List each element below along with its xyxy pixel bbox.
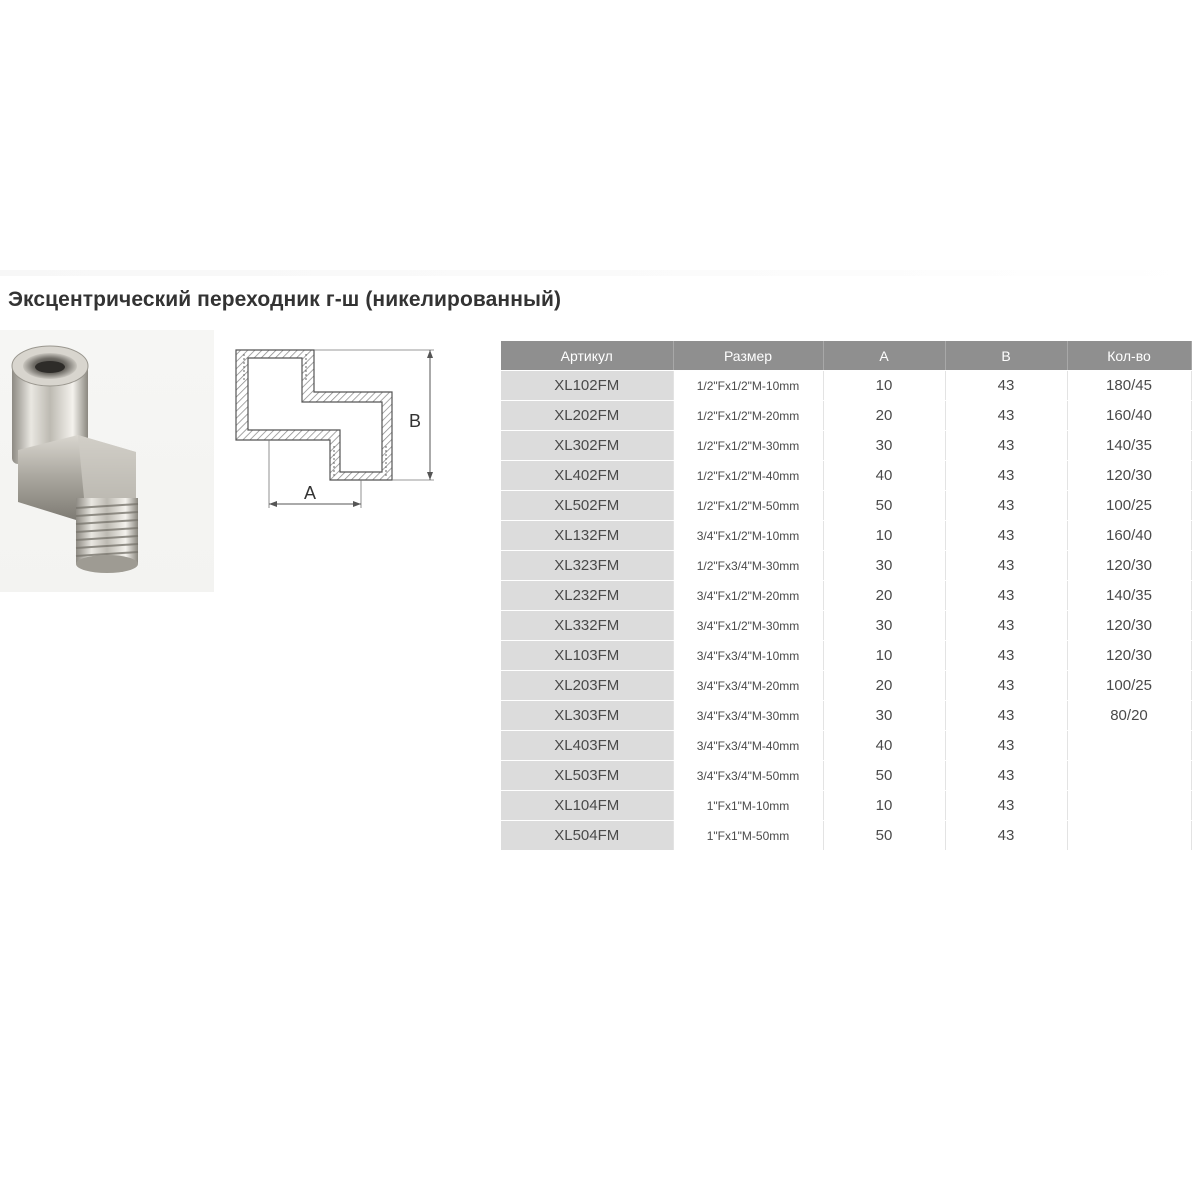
cell-a: 10 (823, 641, 945, 671)
cell-qty (1067, 821, 1191, 851)
cell-article: XL503FM (501, 761, 673, 791)
cell-qty (1067, 731, 1191, 761)
dimension-a-label: A (304, 483, 317, 503)
cell-article: XL132FM (501, 521, 673, 551)
cell-qty: 100/25 (1067, 491, 1191, 521)
cell-article: XL323FM (501, 551, 673, 581)
cell-b: 43 (945, 551, 1067, 581)
cell-article: XL332FM (501, 611, 673, 641)
cell-article: XL232FM (501, 581, 673, 611)
cell-b: 43 (945, 491, 1067, 521)
cell-qty: 120/30 (1067, 551, 1191, 581)
cell-b: 43 (945, 371, 1067, 401)
cell-size: 3/4"Fx3/4"M-30mm (673, 701, 823, 731)
table-row (501, 731, 1191, 761)
cell-article: XL303FM (501, 701, 673, 731)
cell-size: 1/2"Fx1/2"M-10mm (673, 371, 823, 401)
cell-article: XL104FM (501, 791, 673, 821)
cell-b: 43 (945, 791, 1067, 821)
cell-qty: 120/30 (1067, 461, 1191, 491)
cell-size: 3/4"Fx3/4"M-20mm (673, 671, 823, 701)
cell-qty: 180/45 (1067, 371, 1191, 401)
table-row (501, 521, 1191, 551)
cell-a: 20 (823, 401, 945, 431)
cell-qty: 120/30 (1067, 641, 1191, 671)
cell-size: 1"Fx1"M-10mm (673, 791, 823, 821)
table-row (501, 371, 1191, 401)
cell-article: XL403FM (501, 731, 673, 761)
cell-size: 3/4"Fx3/4"M-40mm (673, 731, 823, 761)
cell-size: 3/4"Fx3/4"M-10mm (673, 641, 823, 671)
cell-qty: 80/20 (1067, 701, 1191, 731)
cell-a: 30 (823, 431, 945, 461)
cell-size: 3/4"Fx1/2"M-20mm (673, 581, 823, 611)
cell-b: 43 (945, 611, 1067, 641)
table-row (501, 611, 1191, 641)
cell-b: 43 (945, 671, 1067, 701)
table-header-row (501, 341, 1191, 371)
cell-a: 30 (823, 611, 945, 641)
cell-b: 43 (945, 641, 1067, 671)
header-divider (0, 270, 1200, 276)
cell-size: 3/4"Fx3/4"M-50mm (673, 761, 823, 791)
table-row (501, 671, 1191, 701)
header-b: B (945, 341, 1067, 371)
cell-b: 43 (945, 521, 1067, 551)
cell-b: 43 (945, 701, 1067, 731)
cell-b: 43 (945, 761, 1067, 791)
cell-b: 43 (945, 401, 1067, 431)
specification-table (501, 341, 1192, 851)
header-size: Размер (673, 341, 823, 371)
cell-article: XL502FM (501, 491, 673, 521)
table-row (501, 761, 1191, 791)
cell-a: 30 (823, 551, 945, 581)
table-row (501, 551, 1191, 581)
cell-a: 10 (823, 521, 945, 551)
table-row (501, 401, 1191, 431)
cell-size: 1/2"Fx1/2"M-50mm (673, 491, 823, 521)
cell-article: XL202FM (501, 401, 673, 431)
cell-size: 3/4"Fx1/2"M-30mm (673, 611, 823, 641)
cell-a: 10 (823, 371, 945, 401)
top-blank-area (0, 0, 1200, 268)
cell-b: 43 (945, 821, 1067, 851)
cell-b: 43 (945, 581, 1067, 611)
cell-size: 1"Fx1"M-50mm (673, 821, 823, 851)
cell-a: 50 (823, 761, 945, 791)
page-title: Эксцентрический переходник г-ш (никелированный) (8, 288, 562, 311)
product-photo (0, 330, 214, 592)
cell-qty: 160/40 (1067, 401, 1191, 431)
table-row (501, 791, 1191, 821)
header-a: A (823, 341, 945, 371)
cell-b: 43 (945, 461, 1067, 491)
cell-article: XL203FM (501, 671, 673, 701)
cell-article: XL102FM (501, 371, 673, 401)
cell-size: 1/2"Fx1/2"M-20mm (673, 401, 823, 431)
cell-qty: 100/25 (1067, 671, 1191, 701)
cell-a: 30 (823, 701, 945, 731)
cell-article: XL402FM (501, 461, 673, 491)
cell-a: 50 (823, 821, 945, 851)
cell-qty (1067, 761, 1191, 791)
cell-b: 43 (945, 431, 1067, 461)
header-qty: Кол-во (1067, 341, 1191, 371)
cell-qty: 140/35 (1067, 431, 1191, 461)
cell-qty: 160/40 (1067, 521, 1191, 551)
cell-size: 1/2"Fx3/4"M-30mm (673, 551, 823, 581)
table-row (501, 461, 1191, 491)
table-row (501, 581, 1191, 611)
table-row (501, 821, 1191, 851)
table-row (501, 431, 1191, 461)
cell-qty (1067, 791, 1191, 821)
table-row (501, 701, 1191, 731)
cell-a: 50 (823, 491, 945, 521)
cell-qty: 120/30 (1067, 611, 1191, 641)
cell-a: 20 (823, 581, 945, 611)
cell-a: 20 (823, 671, 945, 701)
table-row (501, 491, 1191, 521)
cell-article: XL504FM (501, 821, 673, 851)
cell-size: 3/4"Fx1/2"M-10mm (673, 521, 823, 551)
cell-a: 40 (823, 731, 945, 761)
cell-b: 43 (945, 731, 1067, 761)
cell-size: 1/2"Fx1/2"M-40mm (673, 461, 823, 491)
cell-article: XL302FM (501, 431, 673, 461)
table-row (501, 641, 1191, 671)
header-article: Артикул (501, 341, 673, 371)
cell-size: 1/2"Fx1/2"M-30mm (673, 431, 823, 461)
cell-a: 40 (823, 461, 945, 491)
cell-qty: 140/35 (1067, 581, 1191, 611)
dimension-b-label: B (409, 411, 422, 431)
cell-article: XL103FM (501, 641, 673, 671)
cell-a: 10 (823, 791, 945, 821)
